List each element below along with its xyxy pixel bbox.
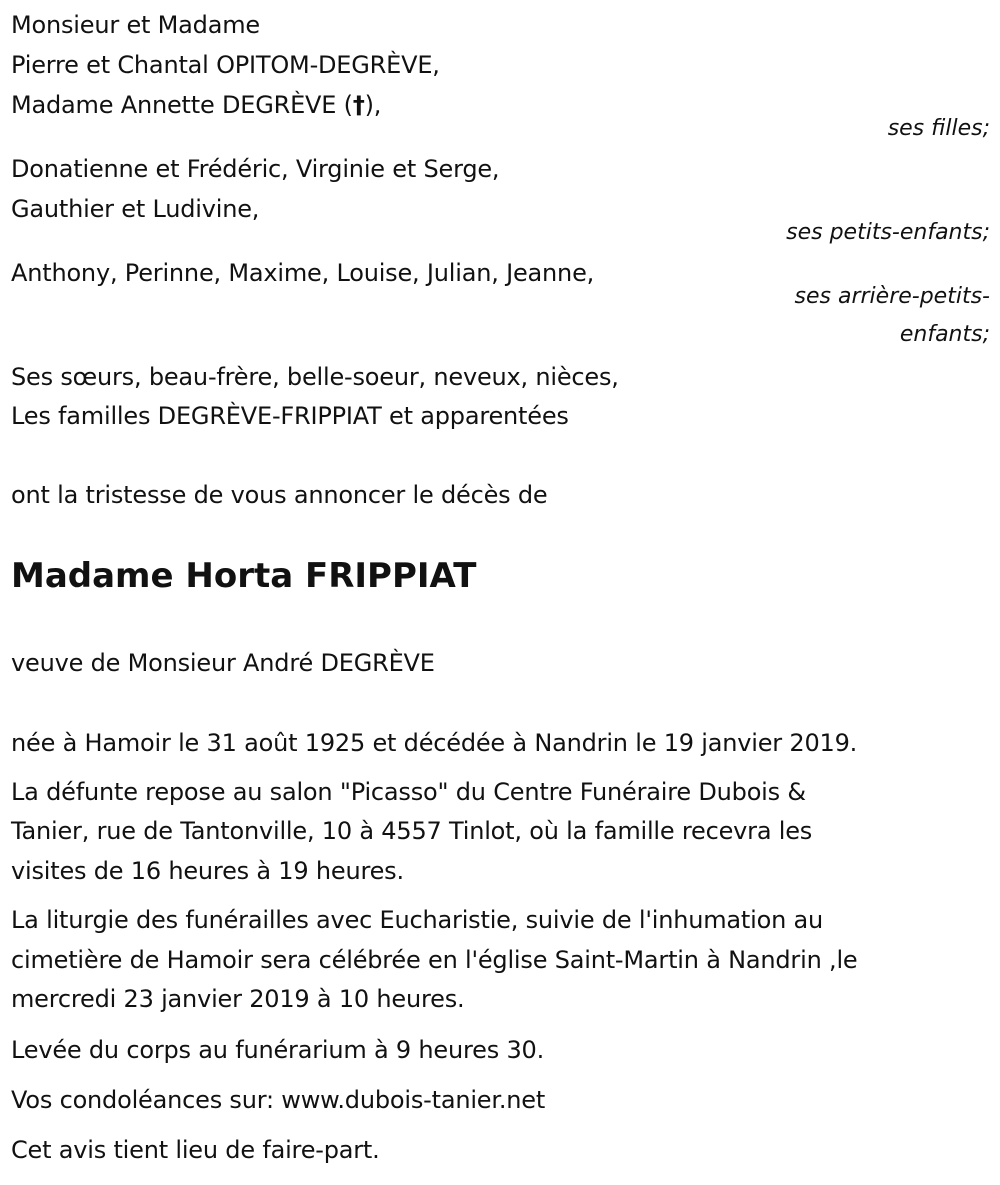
relation-daughters: ses filles; — [887, 116, 990, 141]
widow-of-line: veuve de Monsieur André DEGRÈVE — [11, 649, 435, 677]
great-grandchildren-line: Anthony, Perinne, Maxime, Louise, Julian, Jeanne, — [11, 259, 595, 287]
repose-line-2: Tanier, rue de Tantonville, 10 à 4557 Tinlot, où la famille recevra les — [11, 817, 813, 845]
liturgy-line-3: mercredi 23 janvier 2019 à 10 heures. — [11, 985, 465, 1013]
family-line-1: Monsieur et Madame — [11, 11, 260, 39]
family-line-3-prefix: Madame Annette DEGRÈVE ( — [11, 91, 353, 119]
birth-death-line: née à Hamoir le 31 août 1925 et décédée à Nandrin le 19 janvier 2019. — [11, 729, 858, 757]
relation-great-grandchildren-2: enfants; — [899, 322, 990, 347]
siblings-line-1: Ses sœurs, beau-frère, belle-soeur, neveux, nièces, — [11, 363, 619, 391]
relation-great-grandchildren-1: ses arrière-petits- — [794, 284, 990, 309]
liturgy-line-2: cimetière de Hamoir sera célébrée en l'église Saint-Martin à Nandrin ,le — [11, 946, 858, 974]
family-line-3-suffix: ), — [364, 91, 382, 119]
liturgy-line-1: La liturgie des funérailles avec Eucharistie, suivie de l'inhumation au — [11, 906, 824, 934]
notice-line: Cet avis tient lieu de faire-part. — [11, 1136, 380, 1164]
deceased-name: Madame Horta FRIPPIAT — [11, 556, 477, 596]
condolences-line: Vos condoléances sur: www.dubois-tanier.net — [11, 1086, 546, 1114]
announcement-line: ont la tristesse de vous annoncer le décès de — [11, 481, 548, 509]
family-line-2: Pierre et Chantal OPITOM-DEGRÈVE, — [11, 51, 440, 79]
levee-line: Levée du corps au funérarium à 9 heures 30. — [11, 1036, 545, 1064]
siblings-line-2: Les familles DEGRÈVE-FRIPPIAT et apparentées — [11, 402, 569, 430]
grandchildren-line-1: Donatienne et Frédéric, Virginie et Serge, — [11, 155, 500, 183]
repose-line-3: visites de 16 heures à 19 heures. — [11, 857, 404, 885]
cross-icon: † — [352, 91, 365, 119]
repose-line-1: La défunte repose au salon "Picasso" du Centre Funéraire Dubois & — [11, 778, 806, 806]
grandchildren-line-2: Gauthier et Ludivine, — [11, 195, 260, 223]
relation-grandchildren: ses petits-enfants; — [786, 220, 990, 245]
family-line-3 — [11, 90, 381, 120]
